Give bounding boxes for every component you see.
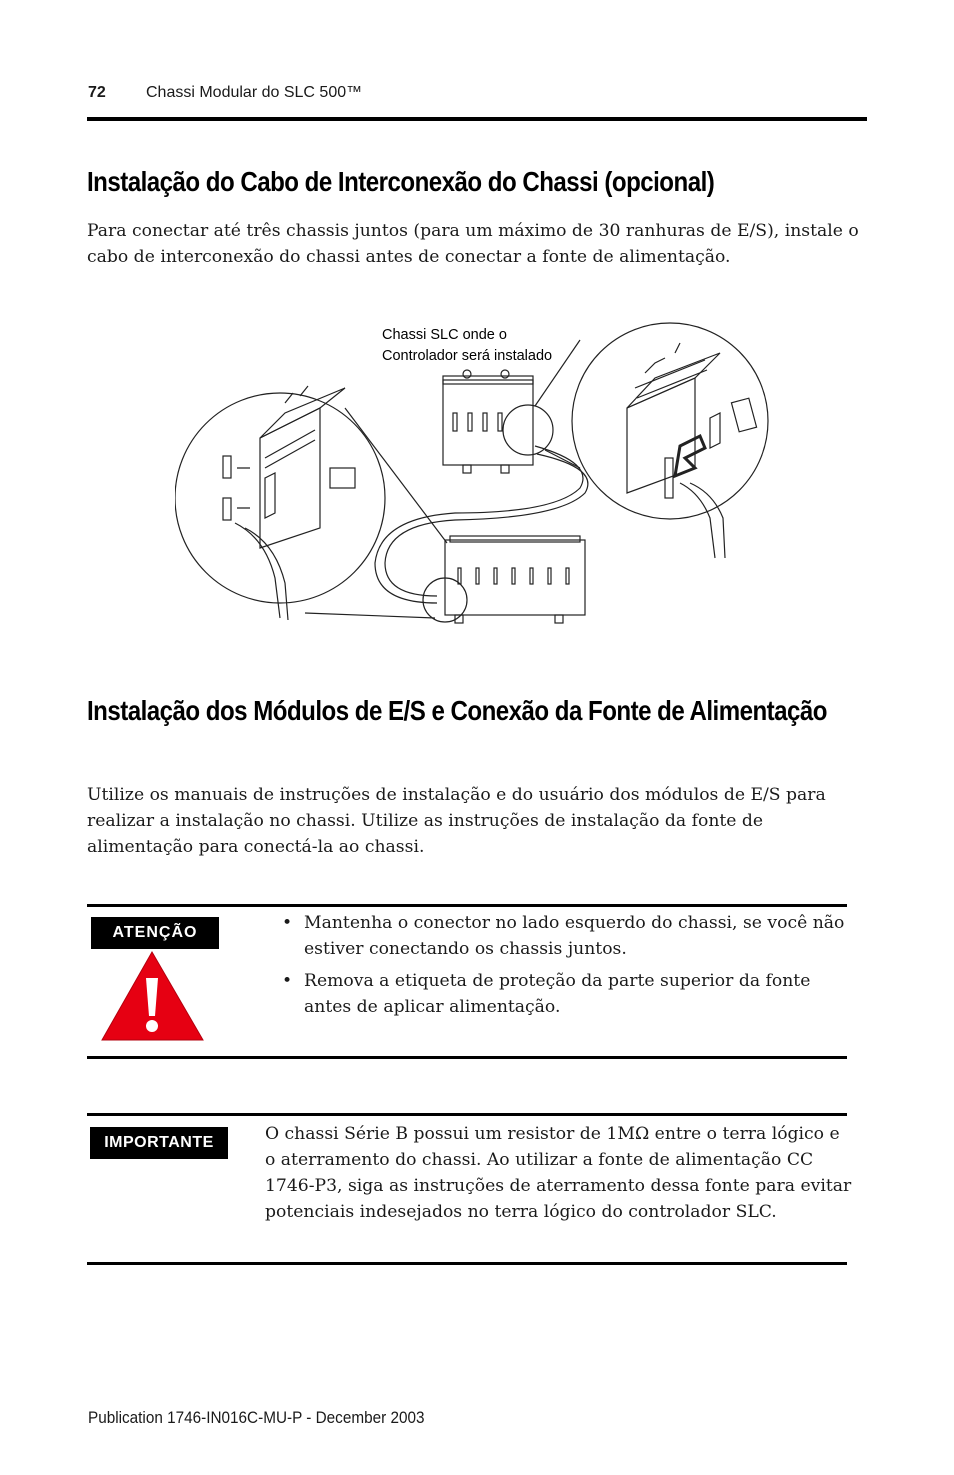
connector-highlight-top <box>503 405 553 455</box>
important-text: O chassi Série B possui um resistor de 1MΩ entre o terra lógico e o aterramento do chassi. Ao utilizar a fonte de alimentação CC 1746-P3, siga as instruções de aterramento dessa fonte para evitar potenciais indesejados no terra lógico do controlador SLC. <box>265 1124 852 1222</box>
publication-footer: Publication 1746-IN016C-MU-P - December 2003 <box>88 1408 425 1427</box>
header-rule <box>87 117 867 121</box>
chassis-interconnect-diagram <box>175 318 785 648</box>
attention-bullet-list <box>282 910 852 1026</box>
right-chassis-detail <box>627 343 757 558</box>
diagram-label-line2: Controlador será instalado <box>382 348 553 364</box>
page-number: 72 <box>88 84 106 101</box>
attention-bullet: • Remova a etiqueta de proteção da parte superior da fonte antes de aplicar alimentação. <box>282 968 852 1020</box>
attention-top-rule <box>87 904 847 907</box>
detail-circle-right <box>572 323 768 519</box>
important-bottom-rule <box>87 1262 847 1265</box>
top-chassis <box>443 370 533 473</box>
diagram-label-line1: Chassi SLC onde o <box>382 327 507 343</box>
bottom-chassis <box>445 536 585 623</box>
left-chassis-detail <box>223 386 355 620</box>
attention-bullet: • Mantenha o conector no lado esquerdo do chassi, se você não estiver conectando os chassis juntos. <box>282 910 852 962</box>
section-paragraph-io-modules: Utilize os manuais de instruções de instalação e do usuário dos módulos de E/S para realizar a instalação no chassi. Utilize as instruções de instalação da fonte de alimentação para conectá-la ao chassi. <box>87 785 826 857</box>
section-heading-io-modules: Instalação dos Módulos de E/S e Conexão da Fonte de Alimentação <box>87 695 828 726</box>
section-heading-interconnect-cable: Instalação do Cabo de Interconexão do Chassi (opcional) <box>87 166 715 197</box>
section-paragraph-interconnect-cable: Para conectar até três chassis juntos (para um máximo de 30 ranhuras de E/S), instale o cabo de interconexão do chassi antes de conectar a fonte de alimentação. <box>87 221 859 267</box>
important-top-rule <box>87 1113 847 1116</box>
important-label: IMPORTANTE <box>90 1127 228 1159</box>
attention-bottom-rule <box>87 1056 847 1059</box>
running-header-title: Chassi Modular do SLC 500™ <box>146 84 363 101</box>
attention-label: ATENÇÃO <box>91 917 219 949</box>
warning-triangle-icon <box>100 950 205 1042</box>
detail-circle-left <box>175 393 385 603</box>
